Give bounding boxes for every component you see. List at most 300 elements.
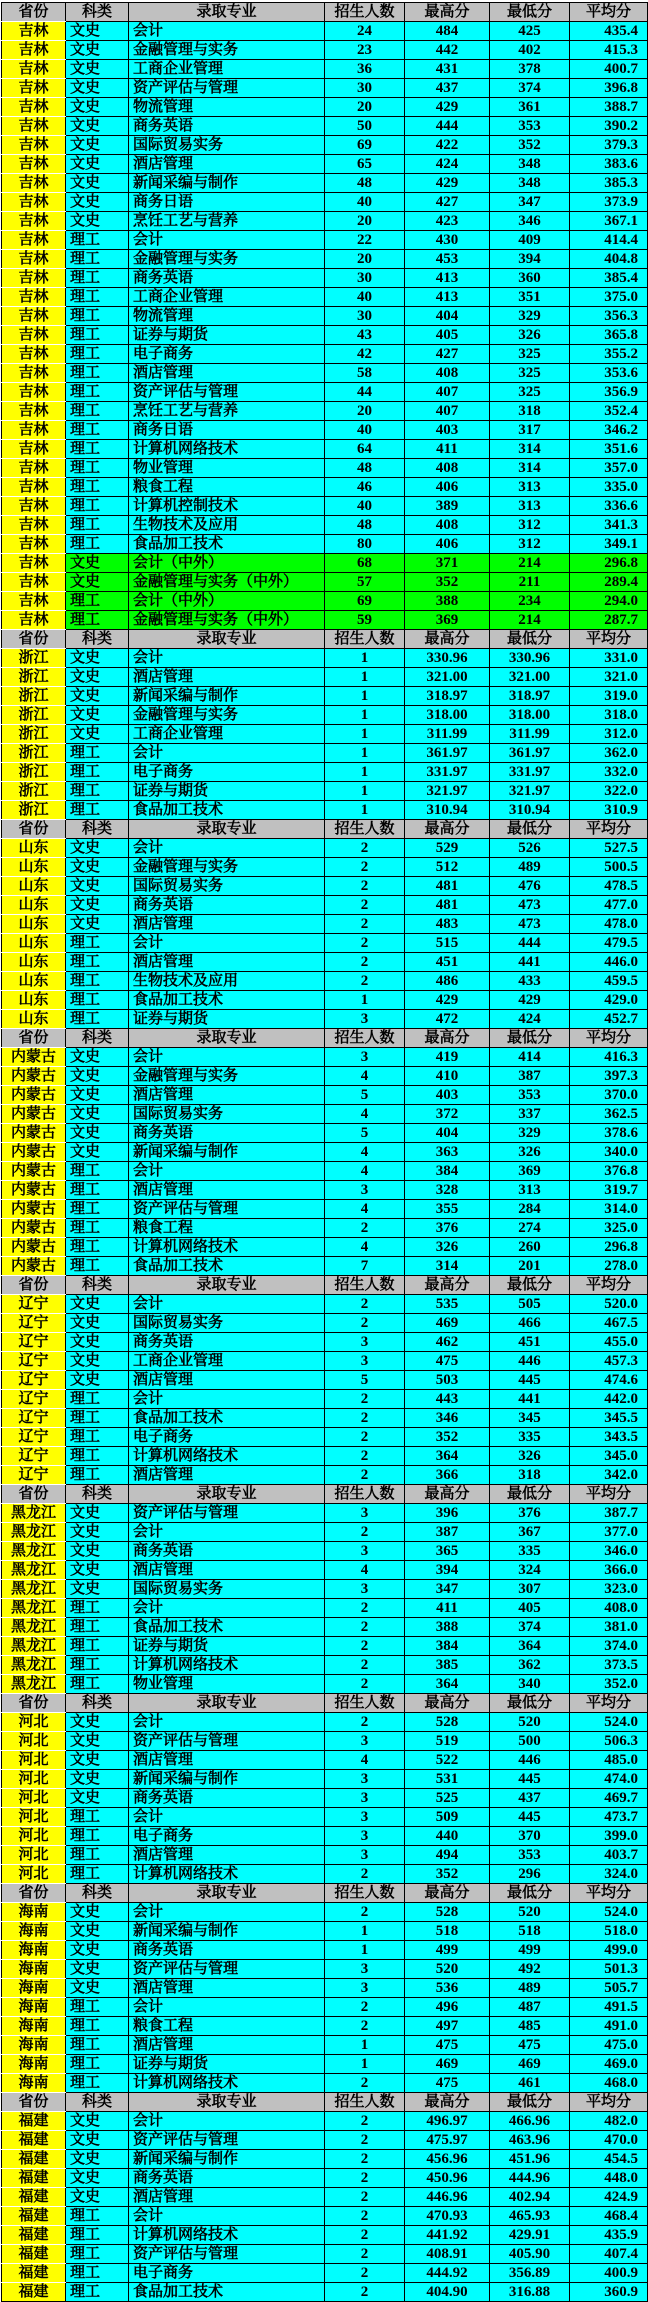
cell-province: 吉林 <box>2 307 66 326</box>
header-avg-score: 平均分 <box>570 3 648 22</box>
cell-avg-score: 390.2 <box>570 117 648 136</box>
cell-category: 理工 <box>66 1827 129 1846</box>
cell-category: 理工 <box>66 2226 129 2245</box>
cell-major: 食品加工技术 <box>129 801 325 820</box>
cell-min-score: 347 <box>490 193 570 212</box>
cell-avg-score: 352.4 <box>570 402 648 421</box>
cell-count: 20 <box>325 98 405 117</box>
cell-min-score: 451.96 <box>490 2150 570 2169</box>
cell-category: 理工 <box>66 1637 129 1656</box>
cell-category: 文史 <box>66 877 129 896</box>
cell-province: 黑龙江 <box>2 1637 66 1656</box>
table-row <box>2 744 648 763</box>
cell-category: 理工 <box>66 1599 129 1618</box>
cell-major: 会计（中外） <box>129 554 325 573</box>
cell-avg-score: 345.0 <box>570 1447 648 1466</box>
cell-count: 1 <box>325 687 405 706</box>
cell-max-score: 410 <box>405 1067 490 1086</box>
cell-max-score: 536 <box>405 1979 490 1998</box>
cell-province: 海南 <box>2 1998 66 2017</box>
cell-max-score: 503 <box>405 1371 490 1390</box>
cell-province: 吉林 <box>2 269 66 288</box>
cell-count: 3 <box>325 1808 405 1827</box>
cell-avg-score: 473.7 <box>570 1808 648 1827</box>
cell-category: 文史 <box>66 2169 129 2188</box>
cell-province: 内蒙古 <box>2 1067 66 1086</box>
cell-avg-score: 346.0 <box>570 1542 648 1561</box>
cell-count: 3 <box>325 1979 405 1998</box>
cell-max-score: 462 <box>405 1333 490 1352</box>
table-row <box>2 1637 648 1656</box>
cell-min-score: 353 <box>490 117 570 136</box>
cell-major: 物业管理 <box>129 1675 325 1694</box>
cell-province: 内蒙古 <box>2 1219 66 1238</box>
table-row <box>2 1922 648 1941</box>
cell-avg-score: 482.0 <box>570 2112 648 2131</box>
table-row <box>2 193 648 212</box>
cell-min-score: 311.99 <box>490 725 570 744</box>
cell-category: 理工 <box>66 801 129 820</box>
cell-max-score: 469 <box>405 1314 490 1333</box>
header-count: 招生人数 <box>325 820 405 839</box>
cell-max-score: 407 <box>405 383 490 402</box>
cell-avg-score: 385.3 <box>570 174 648 193</box>
cell-count: 1 <box>325 763 405 782</box>
cell-max-score: 411 <box>405 1599 490 1618</box>
cell-min-score: 361.97 <box>490 744 570 763</box>
cell-min-score: 476 <box>490 877 570 896</box>
cell-category: 文史 <box>66 858 129 877</box>
cell-max-score: 518 <box>405 1922 490 1941</box>
cell-category: 理工 <box>66 2017 129 2036</box>
cell-count: 2 <box>325 1219 405 1238</box>
table-row <box>2 22 648 41</box>
table-row <box>2 535 648 554</box>
cell-avg-score: 296.8 <box>570 1238 648 1257</box>
cell-min-score: 466 <box>490 1314 570 1333</box>
cell-category: 理工 <box>66 2055 129 2074</box>
cell-count: 2 <box>325 2283 405 2302</box>
cell-count: 2 <box>325 1447 405 1466</box>
cell-category: 文史 <box>66 1333 129 1352</box>
header-province: 省份 <box>2 1276 66 1295</box>
cell-count: 2 <box>325 2226 405 2245</box>
cell-province: 辽宁 <box>2 1428 66 1447</box>
cell-major: 资产评估与管理 <box>129 1504 325 1523</box>
cell-avg-score: 336.6 <box>570 497 648 516</box>
cell-category: 文史 <box>66 1922 129 1941</box>
cell-min-score: 414 <box>490 1048 570 1067</box>
table-row <box>2 1580 648 1599</box>
cell-min-score: 317 <box>490 421 570 440</box>
cell-province: 福建 <box>2 2264 66 2283</box>
cell-category: 理工 <box>66 1846 129 1865</box>
cell-max-score: 408 <box>405 516 490 535</box>
cell-count: 3 <box>325 1048 405 1067</box>
cell-major: 金融管理与实务（中外） <box>129 573 325 592</box>
cell-count: 4 <box>325 1561 405 1580</box>
table-row <box>2 2036 648 2055</box>
cell-max-score: 512 <box>405 858 490 877</box>
cell-max-score: 314 <box>405 1257 490 1276</box>
cell-avg-score: 469.0 <box>570 2055 648 2074</box>
cell-major: 会计 <box>129 2112 325 2131</box>
cell-major: 会计 <box>129 1048 325 1067</box>
cell-province: 黑龙江 <box>2 1561 66 1580</box>
cell-category: 文史 <box>66 1067 129 1086</box>
table-row <box>2 877 648 896</box>
cell-avg-score: 340.0 <box>570 1143 648 1162</box>
cell-province: 吉林 <box>2 497 66 516</box>
cell-count: 2 <box>325 1656 405 1675</box>
cell-category: 文史 <box>66 22 129 41</box>
cell-max-score: 352 <box>405 573 490 592</box>
header-category: 科类 <box>66 1029 129 1048</box>
cell-max-score: 422 <box>405 136 490 155</box>
header-avg-score: 平均分 <box>570 1029 648 1048</box>
cell-province: 福建 <box>2 2188 66 2207</box>
cell-major: 证券与期货 <box>129 782 325 801</box>
cell-major: 计算机网络技术 <box>129 2074 325 2093</box>
cell-category: 理工 <box>66 953 129 972</box>
table-row <box>2 725 648 744</box>
table-row <box>2 1371 648 1390</box>
header-category: 科类 <box>66 1884 129 1903</box>
cell-major: 粮食工程 <box>129 478 325 497</box>
header-min-score: 最低分 <box>490 1029 570 1048</box>
cell-major: 国际贸易实务 <box>129 1105 325 1124</box>
cell-count: 2 <box>325 896 405 915</box>
cell-avg-score: 294.0 <box>570 592 648 611</box>
cell-major: 物流管理 <box>129 98 325 117</box>
header-major: 录取专业 <box>129 630 325 649</box>
cell-category: 文史 <box>66 573 129 592</box>
cell-min-score: 234 <box>490 592 570 611</box>
cell-province: 海南 <box>2 1979 66 1998</box>
cell-max-score: 475 <box>405 2074 490 2093</box>
cell-avg-score: 397.3 <box>570 1067 648 1086</box>
table-row <box>2 649 648 668</box>
cell-major: 酒店管理 <box>129 1466 325 1485</box>
table-row <box>2 2150 648 2169</box>
cell-max-score: 331.97 <box>405 763 490 782</box>
cell-category: 理工 <box>66 1428 129 1447</box>
cell-province: 福建 <box>2 2169 66 2188</box>
cell-major: 会计 <box>129 1599 325 1618</box>
cell-min-score: 446 <box>490 1751 570 1770</box>
cell-min-score: 353 <box>490 1846 570 1865</box>
cell-min-score: 387 <box>490 1067 570 1086</box>
cell-min-score: 312 <box>490 535 570 554</box>
cell-major: 会计 <box>129 22 325 41</box>
table-row <box>2 1504 648 1523</box>
cell-min-score: 348 <box>490 174 570 193</box>
cell-avg-score: 385.4 <box>570 269 648 288</box>
cell-category: 文史 <box>66 649 129 668</box>
header-min-score: 最低分 <box>490 1694 570 1713</box>
cell-count: 48 <box>325 516 405 535</box>
cell-major: 会计（中外） <box>129 592 325 611</box>
cell-min-score: 445 <box>490 1770 570 1789</box>
cell-major: 证券与期货 <box>129 2055 325 2074</box>
cell-max-score: 531 <box>405 1770 490 1789</box>
table-row <box>2 497 648 516</box>
cell-category: 文史 <box>66 98 129 117</box>
cell-avg-score: 527.5 <box>570 839 648 858</box>
cell-count: 4 <box>325 1162 405 1181</box>
cell-max-score: 481 <box>405 896 490 915</box>
cell-count: 3 <box>325 1770 405 1789</box>
cell-max-score: 387 <box>405 1523 490 1542</box>
cell-count: 3 <box>325 1789 405 1808</box>
cell-category: 理工 <box>66 326 129 345</box>
cell-province: 黑龙江 <box>2 1523 66 1542</box>
cell-major: 商务英语 <box>129 896 325 915</box>
header-count: 招生人数 <box>325 1884 405 1903</box>
header-major: 录取专业 <box>129 820 325 839</box>
cell-avg-score: 446.0 <box>570 953 648 972</box>
cell-avg-score: 343.5 <box>570 1428 648 1447</box>
table-row <box>2 1675 648 1694</box>
cell-count: 1 <box>325 991 405 1010</box>
cell-count: 44 <box>325 383 405 402</box>
cell-avg-score: 404.8 <box>570 250 648 269</box>
cell-min-score: 374 <box>490 1618 570 1637</box>
cell-province: 河北 <box>2 1827 66 1846</box>
cell-max-score: 535 <box>405 1295 490 1314</box>
cell-max-score: 475.97 <box>405 2131 490 2150</box>
header-category: 科类 <box>66 2093 129 2112</box>
cell-category: 文史 <box>66 706 129 725</box>
cell-major: 酒店管理 <box>129 1561 325 1580</box>
cell-major: 商务英语 <box>129 1333 325 1352</box>
cell-province: 吉林 <box>2 41 66 60</box>
cell-count: 4 <box>325 1200 405 1219</box>
cell-province: 辽宁 <box>2 1352 66 1371</box>
cell-count: 42 <box>325 345 405 364</box>
cell-avg-score: 491.5 <box>570 1998 648 2017</box>
cell-max-score: 310.94 <box>405 801 490 820</box>
cell-max-score: 520 <box>405 1960 490 1979</box>
cell-count: 5 <box>325 1124 405 1143</box>
cell-province: 辽宁 <box>2 1390 66 1409</box>
cell-min-score: 466.96 <box>490 2112 570 2131</box>
cell-max-score: 496.97 <box>405 2112 490 2131</box>
cell-avg-score: 524.0 <box>570 1713 648 1732</box>
cell-max-score: 525 <box>405 1789 490 1808</box>
header-max-score: 最高分 <box>405 1029 490 1048</box>
cell-category: 理工 <box>66 2207 129 2226</box>
cell-major: 酒店管理 <box>129 953 325 972</box>
cell-min-score: 489 <box>490 858 570 877</box>
cell-max-score: 528 <box>405 1903 490 1922</box>
table-row <box>2 1352 648 1371</box>
cell-major: 生物技术及应用 <box>129 516 325 535</box>
cell-avg-score: 332.0 <box>570 763 648 782</box>
cell-category: 理工 <box>66 1257 129 1276</box>
table-row <box>2 687 648 706</box>
cell-province: 浙江 <box>2 763 66 782</box>
cell-min-score: 337 <box>490 1105 570 1124</box>
cell-min-score: 402.94 <box>490 2188 570 2207</box>
cell-province: 吉林 <box>2 573 66 592</box>
cell-major: 工商企业管理 <box>129 1352 325 1371</box>
cell-category: 理工 <box>66 1466 129 1485</box>
cell-count: 2 <box>325 1390 405 1409</box>
cell-count: 36 <box>325 60 405 79</box>
table-row <box>2 60 648 79</box>
cell-avg-score: 356.3 <box>570 307 648 326</box>
cell-province: 海南 <box>2 1903 66 1922</box>
cell-count: 1 <box>325 706 405 725</box>
table-row <box>2 1903 648 1922</box>
cell-province: 吉林 <box>2 440 66 459</box>
cell-min-score: 321.00 <box>490 668 570 687</box>
table-row <box>2 896 648 915</box>
cell-major: 商务英语 <box>129 1124 325 1143</box>
header-count: 招生人数 <box>325 1485 405 1504</box>
cell-max-score: 475 <box>405 2036 490 2055</box>
cell-avg-score: 478.5 <box>570 877 648 896</box>
cell-major: 会计 <box>129 1162 325 1181</box>
cell-max-score: 453 <box>405 250 490 269</box>
cell-min-score: 274 <box>490 1219 570 1238</box>
cell-count: 7 <box>325 1257 405 1276</box>
cell-province: 山东 <box>2 915 66 934</box>
cell-province: 海南 <box>2 2055 66 2074</box>
table-row <box>2 915 648 934</box>
table-row <box>2 1143 648 1162</box>
cell-avg-score: 296.8 <box>570 554 648 573</box>
table-body <box>2 3 648 2302</box>
cell-count: 64 <box>325 440 405 459</box>
cell-province: 吉林 <box>2 478 66 497</box>
cell-min-score: 505 <box>490 1295 570 1314</box>
cell-count: 40 <box>325 288 405 307</box>
table-row <box>2 1428 648 1447</box>
cell-province: 吉林 <box>2 383 66 402</box>
table-row <box>2 1219 648 1238</box>
table-row <box>2 421 648 440</box>
cell-category: 文史 <box>66 1048 129 1067</box>
table-row <box>2 1086 648 1105</box>
cell-count: 4 <box>325 1143 405 1162</box>
table-row <box>2 155 648 174</box>
cell-major: 资产评估与管理 <box>129 1960 325 1979</box>
cell-province: 浙江 <box>2 687 66 706</box>
cell-count: 2 <box>325 2245 405 2264</box>
cell-min-score: 313 <box>490 1181 570 1200</box>
table-row <box>2 1732 648 1751</box>
cell-avg-score: 457.3 <box>570 1352 648 1371</box>
cell-max-score: 483 <box>405 915 490 934</box>
header-major: 录取专业 <box>129 1276 325 1295</box>
cell-count: 2 <box>325 1903 405 1922</box>
header-province: 省份 <box>2 1485 66 1504</box>
cell-count: 40 <box>325 193 405 212</box>
table-row <box>2 2207 648 2226</box>
cell-category: 文史 <box>66 896 129 915</box>
cell-category: 文史 <box>66 1941 129 1960</box>
cell-max-score: 326 <box>405 1238 490 1257</box>
cell-count: 69 <box>325 592 405 611</box>
cell-province: 辽宁 <box>2 1409 66 1428</box>
cell-max-score: 515 <box>405 934 490 953</box>
cell-province: 河北 <box>2 1732 66 1751</box>
cell-province: 河北 <box>2 1713 66 1732</box>
cell-avg-score: 349.1 <box>570 535 648 554</box>
cell-max-score: 404 <box>405 307 490 326</box>
cell-major: 金融管理与实务 <box>129 706 325 725</box>
table-row <box>2 1124 648 1143</box>
header-avg-score: 平均分 <box>570 1694 648 1713</box>
cell-min-score: 500 <box>490 1732 570 1751</box>
cell-major: 新闻采编与制作 <box>129 174 325 193</box>
cell-count: 2 <box>325 1523 405 1542</box>
table-row <box>2 2188 648 2207</box>
header-min-score: 最低分 <box>490 1485 570 1504</box>
cell-avg-score: 373.9 <box>570 193 648 212</box>
cell-max-score: 497 <box>405 2017 490 2036</box>
cell-avg-score: 352.0 <box>570 1675 648 1694</box>
cell-category: 理工 <box>66 1447 129 1466</box>
table-row <box>2 1523 648 1542</box>
cell-max-score: 451 <box>405 953 490 972</box>
cell-province: 吉林 <box>2 193 66 212</box>
cell-avg-score: 353.6 <box>570 364 648 383</box>
cell-province: 吉林 <box>2 345 66 364</box>
cell-province: 内蒙古 <box>2 1143 66 1162</box>
cell-count: 3 <box>325 1504 405 1523</box>
cell-province: 山东 <box>2 896 66 915</box>
cell-min-score: 346 <box>490 212 570 231</box>
cell-min-score: 409 <box>490 231 570 250</box>
cell-category: 理工 <box>66 1618 129 1637</box>
cell-province: 河北 <box>2 1808 66 1827</box>
cell-min-score: 331.97 <box>490 763 570 782</box>
cell-max-score: 321.00 <box>405 668 490 687</box>
cell-max-score: 363 <box>405 1143 490 1162</box>
cell-min-score: 340 <box>490 1675 570 1694</box>
cell-category: 文史 <box>66 2131 129 2150</box>
cell-avg-score: 374.0 <box>570 1637 648 1656</box>
header-max-score: 最高分 <box>405 2093 490 2112</box>
cell-count: 5 <box>325 1371 405 1390</box>
cell-max-score: 429 <box>405 98 490 117</box>
cell-count: 65 <box>325 155 405 174</box>
cell-max-score: 481 <box>405 877 490 896</box>
cell-max-score: 484 <box>405 22 490 41</box>
cell-max-score: 470.93 <box>405 2207 490 2226</box>
cell-avg-score: 477.0 <box>570 896 648 915</box>
cell-category: 理工 <box>66 421 129 440</box>
cell-category: 理工 <box>66 744 129 763</box>
cell-province: 辽宁 <box>2 1333 66 1352</box>
cell-category: 文史 <box>66 1105 129 1124</box>
header-province: 省份 <box>2 3 66 22</box>
header-category: 科类 <box>66 1694 129 1713</box>
table-header-row <box>2 3 648 22</box>
cell-avg-score: 376.8 <box>570 1162 648 1181</box>
cell-major: 物业管理 <box>129 459 325 478</box>
table-row <box>2 288 648 307</box>
cell-avg-score: 500.5 <box>570 858 648 877</box>
cell-avg-score: 342.0 <box>570 1466 648 1485</box>
cell-major: 计算机控制技术 <box>129 497 325 516</box>
cell-category: 理工 <box>66 1010 129 1029</box>
cell-count: 4 <box>325 1067 405 1086</box>
cell-avg-score: 362.0 <box>570 744 648 763</box>
